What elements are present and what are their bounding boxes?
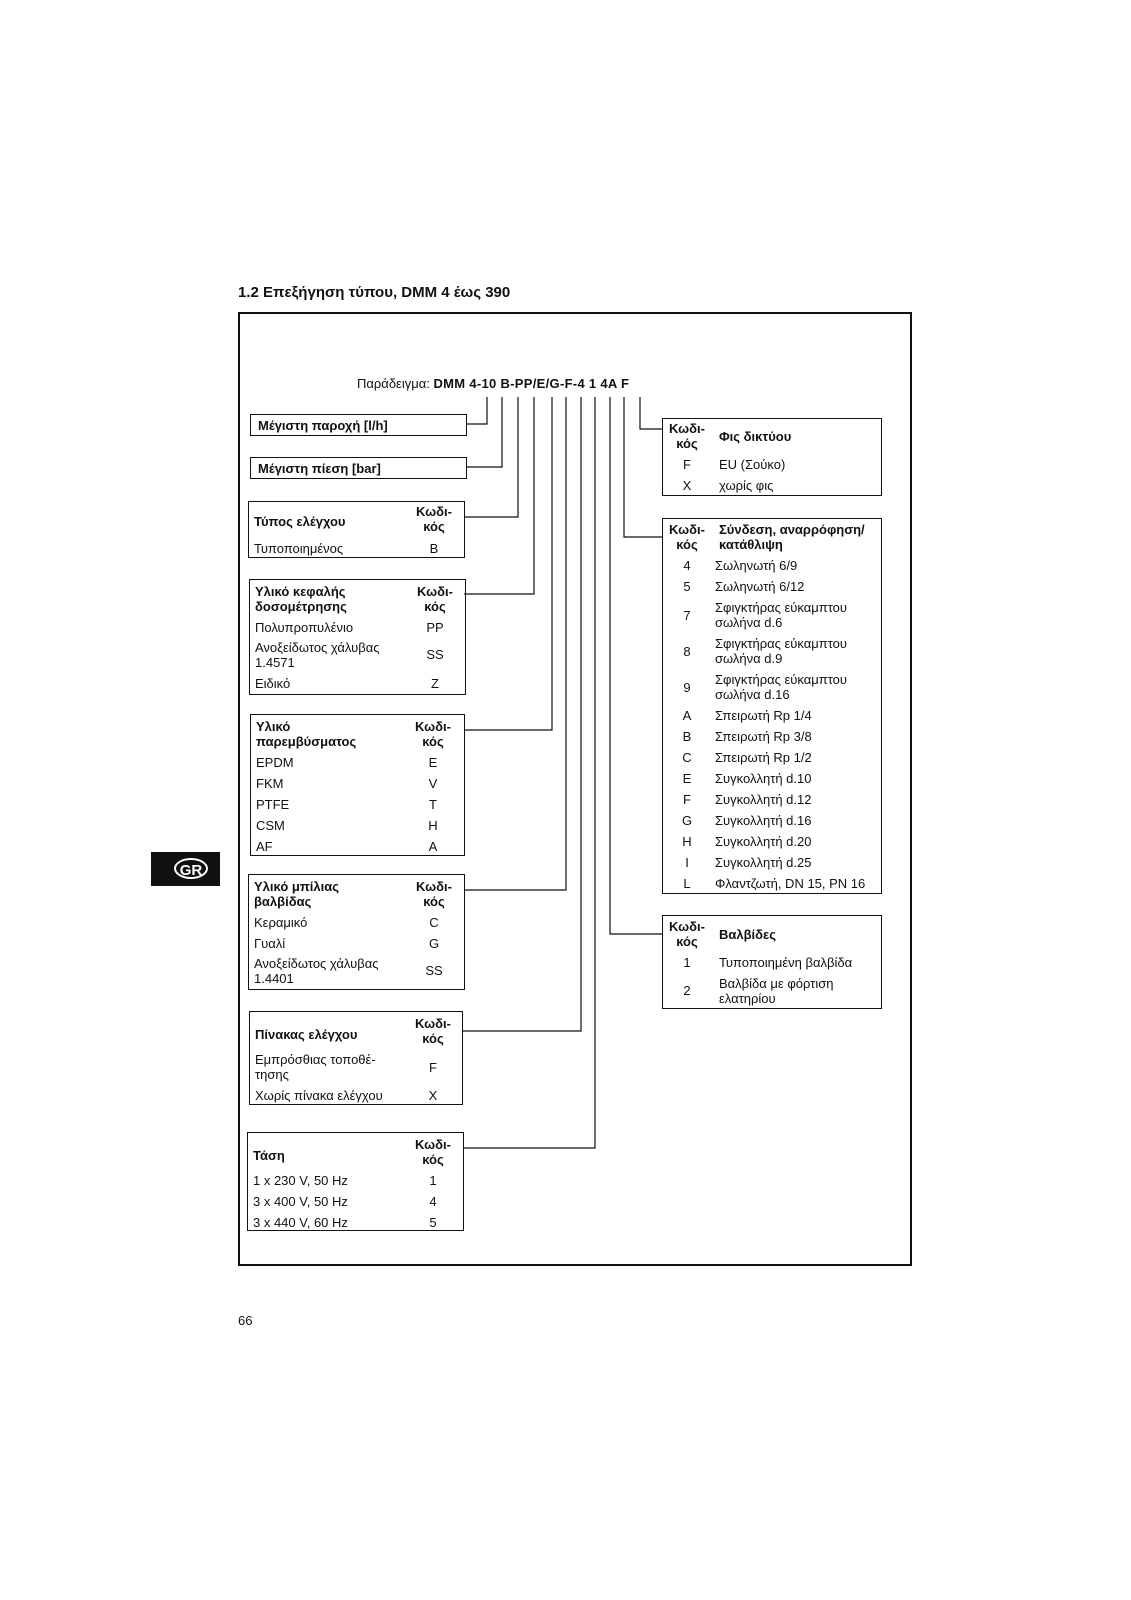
head-material-z-code: Z — [431, 676, 439, 691]
gasket-fkm-label: FKM — [256, 776, 284, 791]
connector-control-type — [464, 397, 518, 517]
connection-i-label: Συγκολλητή d.25 — [715, 855, 812, 870]
section-title: 1.2 Επεξήγηση τύπου, DMM 4 έως 390 — [238, 284, 511, 301]
voltage-440-label: 3 x 440 V, 60 Hz — [253, 1215, 348, 1230]
connection-b-code: B — [682, 729, 692, 744]
voltage-code-header: Κωδι- κός — [415, 1137, 451, 1167]
connection-code-header: Κωδι- κός — [669, 522, 705, 552]
connection-4-code: 4 — [683, 558, 691, 573]
gasket-af-code: A — [428, 839, 438, 854]
voltage-400-label: 3 x 400 V, 50 Hz — [253, 1194, 348, 1209]
connection-title: Σύνδεση, αναρρόφηση/ κατάθλιψη — [719, 522, 865, 552]
connector-max-flow — [467, 397, 487, 424]
connection-h-code: H — [682, 834, 692, 849]
control-type-option-code: B — [429, 541, 439, 556]
connector-head-material — [464, 397, 534, 594]
page-number: 66 — [238, 1313, 253, 1328]
control-type-box — [248, 501, 465, 558]
control-panel-none-code: X — [428, 1088, 438, 1103]
max-pressure-box — [250, 457, 467, 479]
connection-c-label: Σπειρωτή Rp 1/2 — [715, 750, 812, 765]
gasket-fkm-code: V — [428, 776, 438, 791]
connection-e-label: Συγκολλητή d.10 — [715, 771, 812, 786]
control-panel-none-label: Χωρίς πίνακα ελέγχου — [255, 1088, 383, 1103]
language-badge: GR — [174, 858, 208, 879]
ball-material-box — [248, 874, 465, 990]
connector-ball-material — [465, 397, 566, 890]
control-type-option-label: Τυποποιημένος — [254, 541, 344, 556]
connection-5-label: Σωληνωτή 6/12 — [715, 579, 805, 594]
gasket-material-box — [250, 714, 465, 856]
voltage-box — [247, 1132, 464, 1231]
connection-h-label: Συγκολλητή d.20 — [715, 834, 812, 849]
gasket-af-label: AF — [256, 839, 273, 854]
gasket-ptfe-code: T — [429, 797, 437, 812]
gasket-csm-code: H — [428, 818, 438, 833]
max-flow-label: Μέγιστη παροχή [l/h] — [258, 417, 388, 433]
control-panel-code-header: Κωδι- κός — [415, 1016, 451, 1046]
connection-5-code: 5 — [683, 579, 691, 594]
example-code: DMM 4-10 B-PP/E/G-F-4 1 4A F — [433, 376, 630, 391]
head-material-pp-label: Πολυπροπυλένιο — [255, 620, 354, 635]
head-material-z-label: Ειδικό — [255, 676, 291, 691]
ball-glass-label: Γυαλί — [254, 936, 286, 951]
mains-plug-none-label: χωρίς φις — [719, 478, 774, 493]
valves-box — [662, 915, 882, 1009]
mains-plug-title: Φις δικτύου — [719, 429, 792, 444]
mains-plug-eu-label: EU (Σούκο) — [719, 457, 786, 472]
gasket-epdm-label: EPDM — [256, 755, 294, 770]
head-material-ss-label: Ανοξείδωτος χάλυβας 1.4571 — [255, 640, 380, 670]
connector-control-panel — [463, 397, 581, 1031]
control-type-title: Τύπος ελέγχου — [254, 514, 346, 529]
gasket-epdm-code: E — [428, 755, 438, 770]
control-type-code-header: Κωδι- κός — [416, 504, 452, 534]
head-material-box — [249, 579, 466, 695]
valves-2-label: Βαλβίδα με φόρτιση ελατηρίου — [719, 976, 834, 1006]
max-flow-box — [250, 414, 467, 436]
control-panel-front-label: Εμπρόσθιας τοποθέ- τησης — [255, 1052, 376, 1082]
ball-material-title: Υλικό μπίλιας βαλβίδας — [254, 879, 339, 909]
connector-mains-plug — [640, 397, 662, 429]
control-panel-box — [249, 1011, 463, 1105]
connection-f-label: Συγκολλητή d.12 — [715, 792, 812, 807]
connection-7-code: 7 — [683, 608, 691, 623]
control-panel-title: Πίνακας ελέγχου — [255, 1027, 358, 1042]
voltage-title: Τάση — [253, 1148, 285, 1163]
connection-c-code: C — [682, 750, 692, 765]
head-material-title: Υλικό κεφαλής δοσομέτρησης — [255, 584, 347, 614]
head-material-code-header: Κωδι- κός — [417, 584, 453, 614]
ball-ceramic-code: C — [429, 915, 439, 930]
connection-g-label: Συγκολλητή d.16 — [715, 813, 812, 828]
connection-9-code: 9 — [683, 680, 691, 695]
voltage-230-code: 1 — [429, 1173, 437, 1188]
mains-plug-eu-code: F — [683, 457, 691, 472]
ball-ss-code: SS — [425, 963, 443, 978]
ball-ss-label: Ανοξείδωτος χάλυβας 1.4401 — [254, 956, 379, 986]
connection-g-code: G — [681, 813, 693, 828]
gasket-csm-label: CSM — [256, 818, 285, 833]
max-pressure-label: Μέγιστη πίεση [bar] — [258, 460, 381, 476]
connection-i-code: I — [685, 855, 689, 870]
head-material-ss-code: SS — [426, 647, 444, 662]
ball-ceramic-label: Κεραμικό — [254, 915, 308, 930]
control-panel-front-code: F — [429, 1060, 437, 1075]
connection-box — [662, 518, 882, 894]
connection-l-code: L — [683, 876, 691, 891]
valves-code-header: Κωδι- κός — [669, 919, 705, 949]
connection-a-label: Σπειρωτή Rp 1/4 — [715, 708, 812, 723]
gasket-material-title: Υλικό παρεμβύσματος — [256, 719, 357, 749]
valves-1-code: 1 — [683, 955, 691, 970]
valves-1-label: Τυποποιημένη βαλβίδα — [719, 955, 853, 970]
connection-b-label: Σπειρωτή Rp 3/8 — [715, 729, 812, 744]
voltage-230-label: 1 x 230 V, 50 Hz — [253, 1173, 348, 1188]
connection-7-label: Σφιγκτήρας εύκαμπτου σωλήνα d.6 — [715, 600, 848, 630]
connection-e-code: E — [682, 771, 692, 786]
connection-a-code: A — [682, 708, 692, 723]
connection-8-label: Σφιγκτήρας εύκαμπτου σωλήνα d.9 — [715, 636, 848, 666]
connector-gasket-material — [465, 397, 552, 730]
mains-plug-code-header: Κωδι- κός — [669, 421, 705, 451]
example-prefix: Παράδειγμα: — [357, 376, 430, 391]
voltage-440-code: 5 — [429, 1215, 437, 1230]
connection-f-code: F — [683, 792, 691, 807]
connection-4-label: Σωληνωτή 6/9 — [715, 558, 798, 573]
ball-glass-code: G — [428, 936, 440, 951]
gasket-ptfe-label: PTFE — [256, 797, 290, 812]
connector-valves — [610, 397, 662, 934]
voltage-400-code: 4 — [429, 1194, 437, 1209]
connection-l-label: Φλαντζωτή, DN 15, PN 16 — [715, 876, 866, 891]
connection-8-code: 8 — [683, 644, 691, 659]
valves-title: Βαλβίδες — [719, 927, 776, 942]
connection-9-label: Σφιγκτήρας εύκαμπτου σωλήνα d.16 — [715, 672, 848, 702]
ball-material-code-header: Κωδι- κός — [416, 879, 452, 909]
gasket-material-code-header: Κωδι- κός — [415, 719, 451, 749]
mains-plug-box — [662, 418, 882, 496]
mains-plug-none-code: X — [682, 478, 692, 493]
connector-voltage — [464, 397, 595, 1148]
head-material-pp-code: PP — [426, 620, 444, 635]
connector-connection — [624, 397, 662, 537]
valves-2-code: 2 — [683, 983, 691, 998]
connector-max-pressure — [467, 397, 502, 467]
